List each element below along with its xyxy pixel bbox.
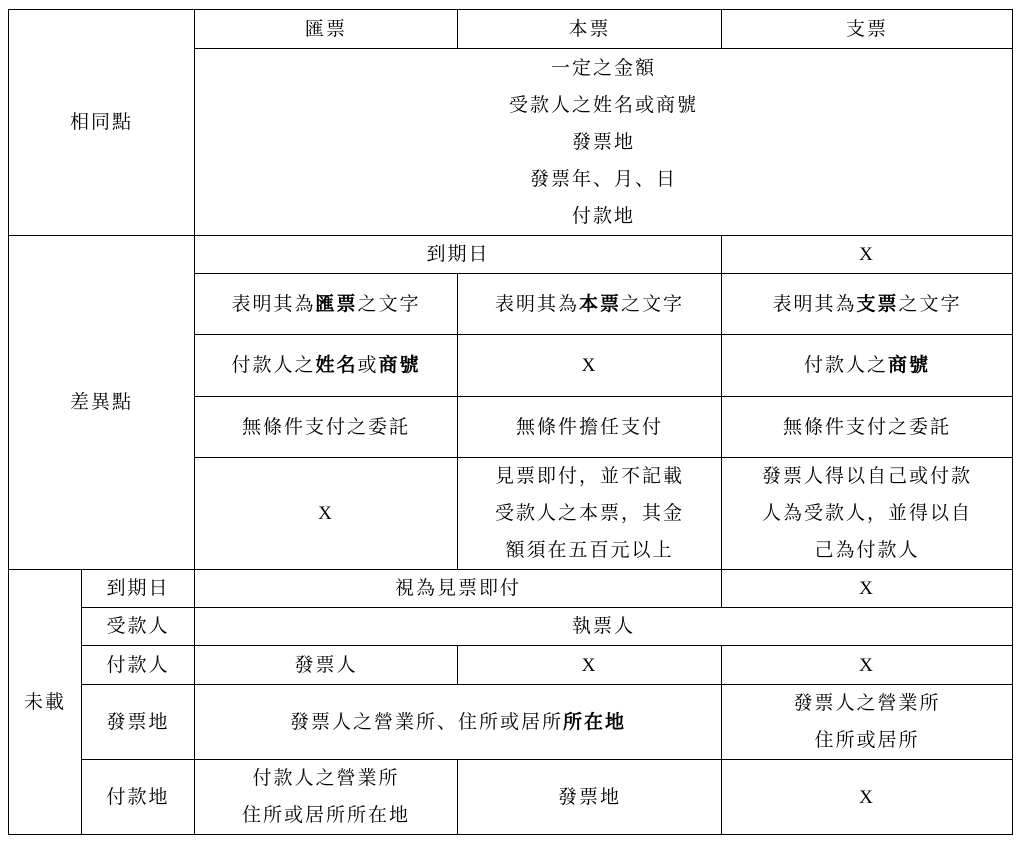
omitted-label: 未載 (23, 690, 66, 713)
wording-suffix: 之文字 (357, 292, 421, 315)
omitted-payer-check: X (722, 646, 1013, 685)
payer-name-word: 姓名 (315, 354, 358, 376)
same-item: 一定之金額 (551, 56, 657, 79)
omitted-due-date-row (9, 570, 1013, 608)
omitted-label-cell (9, 570, 82, 835)
wording-check-word: 支票 (856, 292, 899, 315)
diff-special-note (458, 458, 722, 570)
issue-place-bold: 所在地 (563, 710, 627, 733)
omitted-payee-shared: 執票人 (195, 608, 1013, 646)
diff-payer-note: X (458, 335, 722, 397)
special-check-line: 己為付款人 (814, 539, 920, 561)
diff-commission-check: 無條件支付之委託 (722, 397, 1013, 458)
diff-label: 差異點 (70, 391, 134, 413)
omitted-payee-row (9, 608, 1013, 646)
diff-due-date-row (9, 236, 1013, 274)
header-row (9, 10, 1013, 49)
payer-prefix: 付款人之 (804, 354, 889, 376)
diff-wording-draft (195, 274, 458, 335)
omitted-pay-place-note: 發票地 (458, 760, 722, 835)
omitted-issue-place-row (9, 685, 1013, 760)
omitted-due-date-check: X (722, 570, 1013, 608)
payer-trade-name-word: 商號 (378, 354, 421, 376)
issue-place-check-line: 發票人之營業所 (793, 692, 941, 714)
omitted-pay-place-draft (195, 760, 458, 835)
omitted-due-date-shared: 視為見票即付 (195, 570, 722, 608)
pay-place-draft-line: 付款人之營業所 (252, 767, 400, 789)
header-check: 支票 (722, 10, 1013, 49)
same-label: 相同點 (70, 111, 134, 133)
payer-prefix: 付款人之 (231, 354, 316, 376)
wording-prefix: 表明其為 (494, 292, 579, 315)
omitted-pay-place-check: X (722, 760, 1013, 835)
header-draft: 匯票 (195, 10, 458, 49)
diff-wording-note (458, 274, 722, 335)
payer-trade-name-word: 商號 (888, 354, 931, 376)
diff-commission-note: 無條件擔任支付 (458, 397, 722, 458)
diff-special-check (722, 458, 1013, 570)
omitted-issue-place-label: 發票地 (82, 685, 195, 760)
special-note-line: 見票即付，並不記載 (495, 465, 685, 487)
diff-due-date-check: X (722, 236, 1013, 274)
omitted-payer-note: X (458, 646, 722, 685)
wording-draft-word: 匯票 (315, 292, 358, 315)
diff-payer-check (722, 335, 1013, 397)
header-promissory-note: 本票 (458, 10, 722, 49)
same-label-cell (9, 10, 195, 236)
special-note-line: 額須在五百元以上 (505, 539, 674, 561)
omitted-issue-place-check (722, 685, 1013, 760)
issue-place-check-line: 住所或居所 (814, 729, 920, 751)
omitted-payer-label: 付款人 (82, 646, 195, 685)
special-check-line: 發票人得以自己或付款 (762, 465, 973, 487)
wording-prefix: 表明其為 (231, 292, 316, 315)
wording-prefix: 表明其為 (772, 292, 857, 315)
same-item: 發票年、月、日 (530, 167, 678, 190)
wording-suffix: 之文字 (621, 292, 685, 315)
diff-commission-draft: 無條件支付之委託 (195, 397, 458, 458)
bill-comparison-table (8, 9, 1013, 835)
omitted-issue-place-shared (195, 685, 722, 760)
same-item: 受款人之姓名或商號 (509, 93, 699, 116)
omitted-payer-row (9, 646, 1013, 685)
omitted-pay-place-row (9, 760, 1013, 835)
pay-place-draft-line: 住所或居所所在地 (242, 804, 411, 826)
same-items-cell (195, 49, 1013, 236)
special-check-line: 人為受款人，並得以自 (762, 502, 973, 524)
wording-note-word: 本票 (579, 292, 622, 315)
diff-wording-check (722, 274, 1013, 335)
same-item: 發票地 (572, 130, 636, 153)
payer-or-word: 或 (357, 354, 379, 376)
same-item: 付款地 (572, 204, 636, 227)
wording-suffix: 之文字 (898, 292, 962, 315)
omitted-due-date-label: 到期日 (82, 570, 195, 608)
diff-due-date-shared: 到期日 (195, 236, 722, 274)
omitted-pay-place-label: 付款地 (82, 760, 195, 835)
omitted-payee-label: 受款人 (82, 608, 195, 646)
omitted-payer-draft: 發票人 (195, 646, 458, 685)
diff-special-draft: X (195, 458, 458, 570)
special-note-line: 受款人之本票，其金 (495, 502, 685, 524)
diff-payer-draft (195, 335, 458, 397)
diff-label-cell (9, 236, 195, 570)
issue-place-prefix: 發票人之營業所、住所或居所 (290, 710, 564, 733)
